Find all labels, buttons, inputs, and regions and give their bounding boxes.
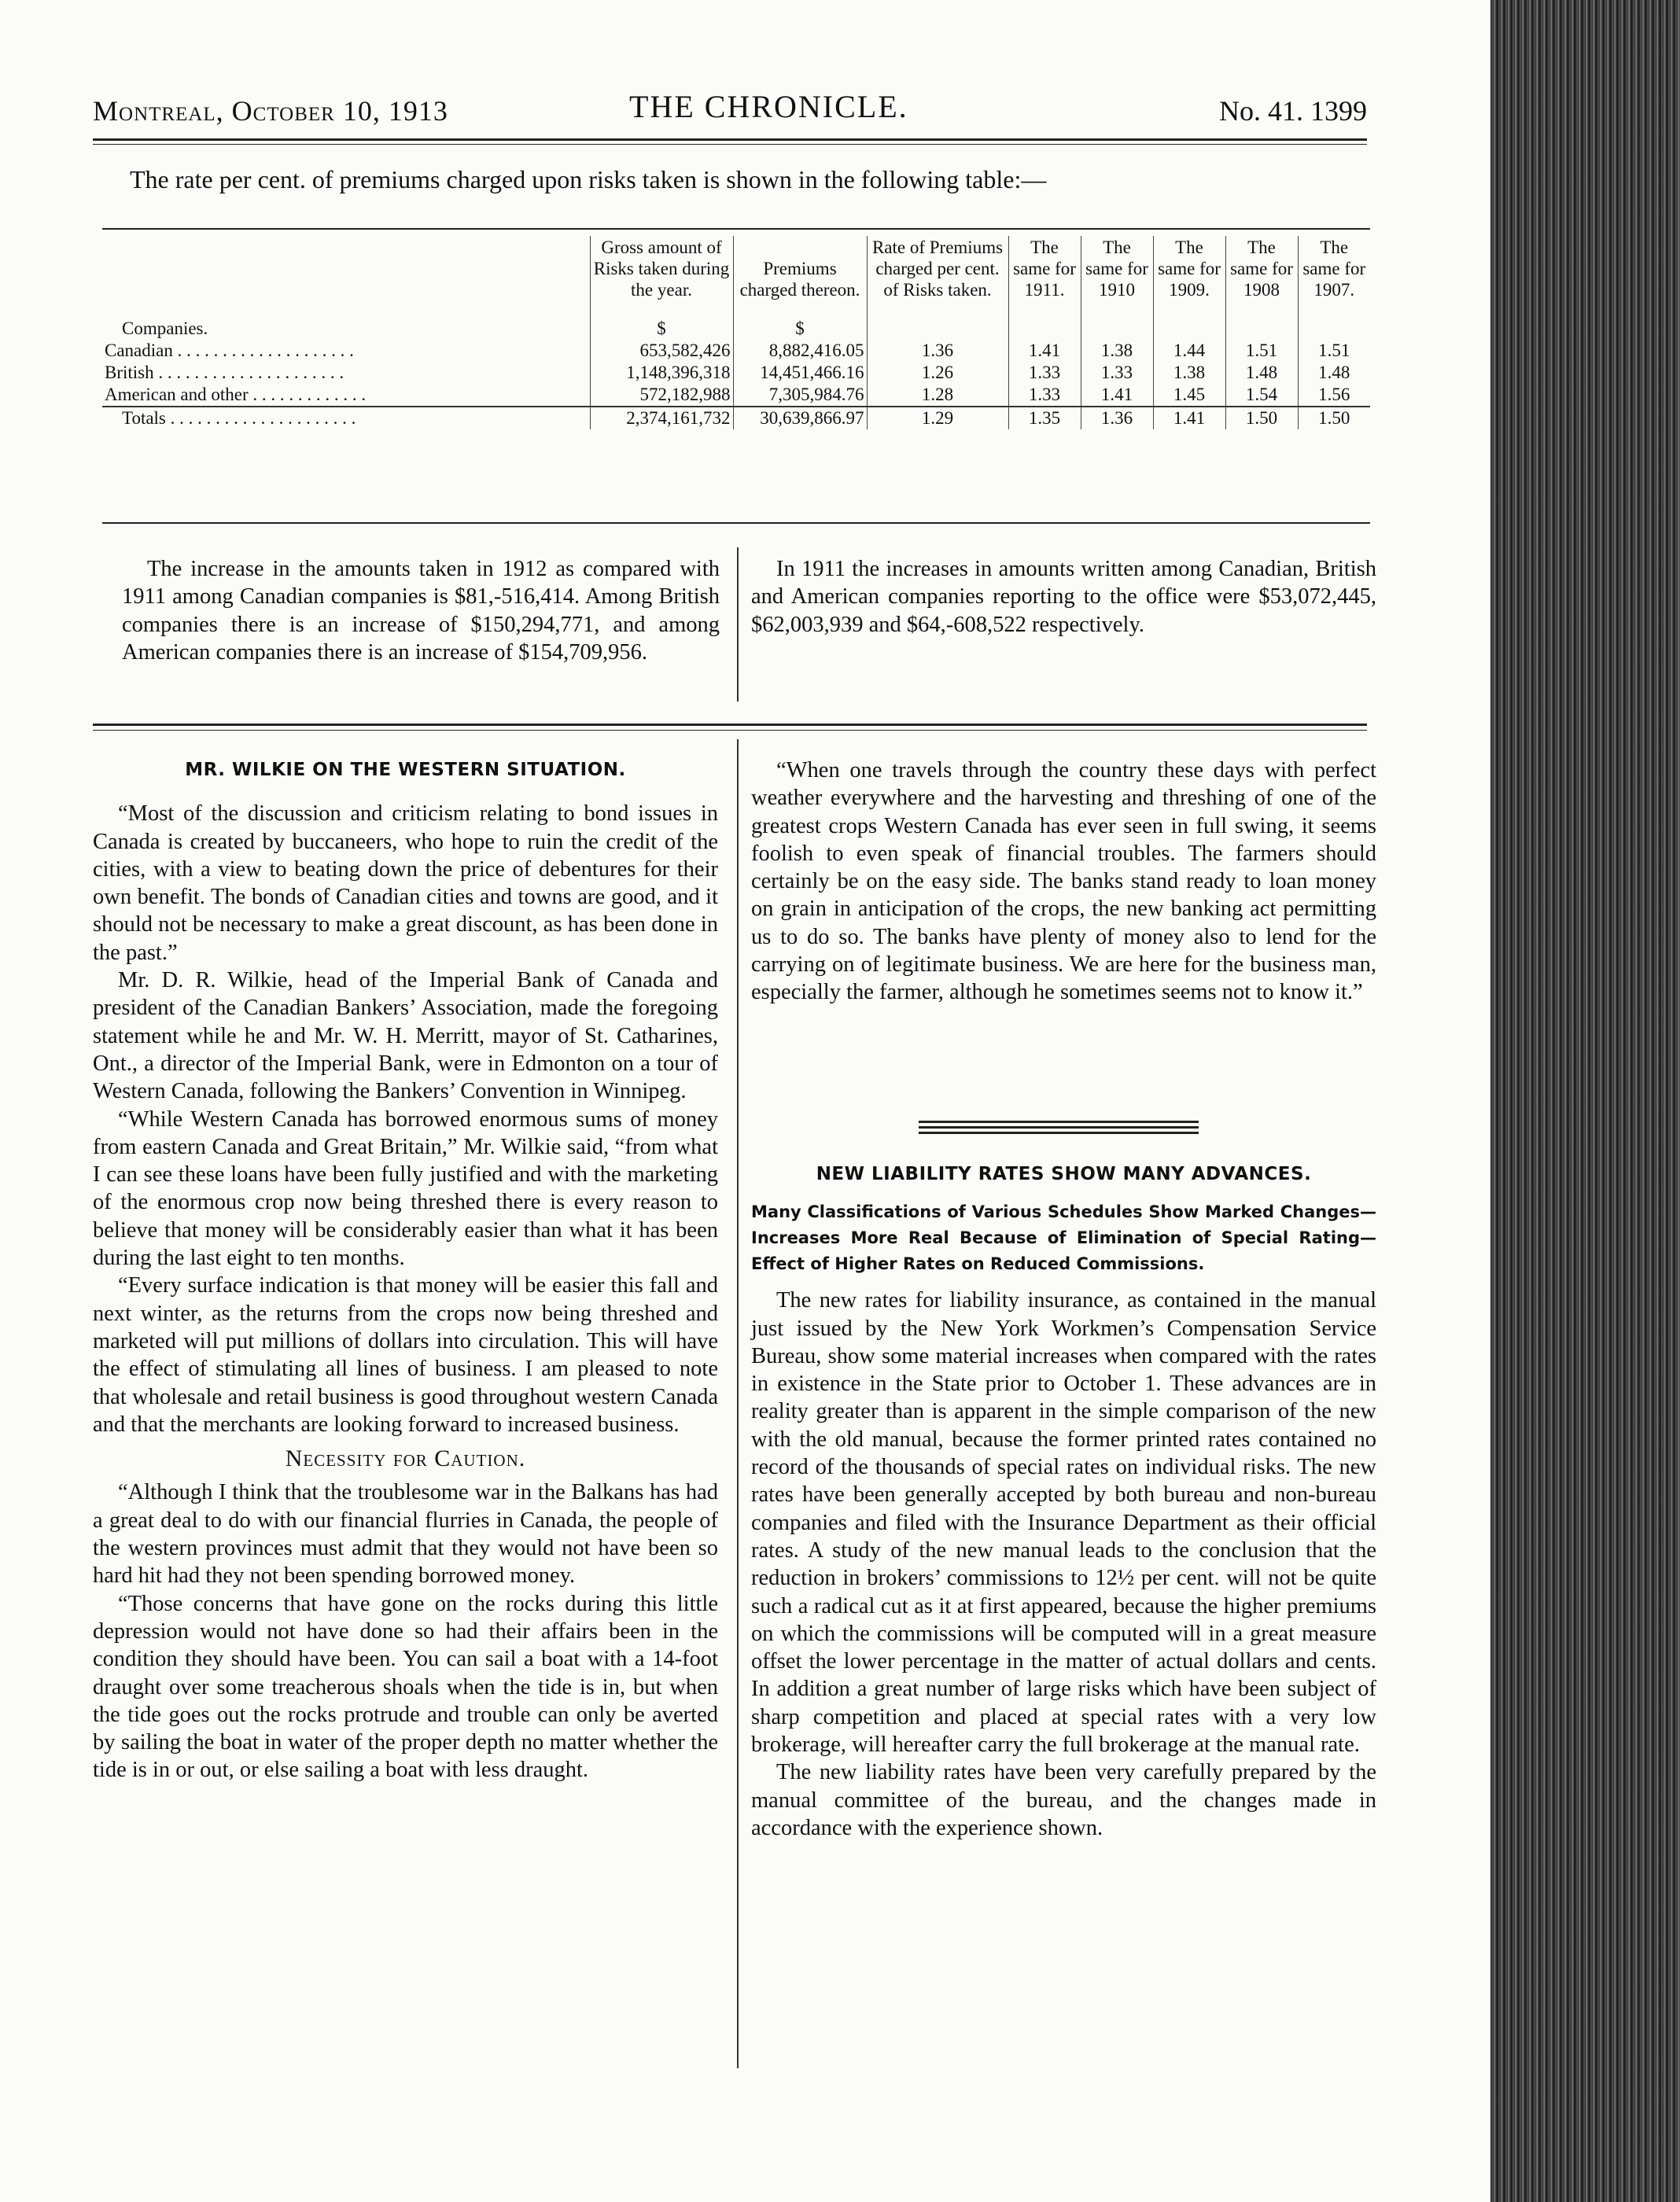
article-paragraph: “Those concerns that have gone on the rocks during this little depression would not have done so had their affairs been in the condition they should have been. You can sail a boat with a 14-foot draught over some treacherous shoals when the tide is in, but when the tide goes out the rocks protrude and trouble can only be averted by sailing the boat in water of the proper depth no matter whether the tide is in or out, or else sailing a boat with less draught. <box>93 1591 718 1783</box>
total-1909: 1.41 <box>1153 407 1225 429</box>
cell-1908: 1.54 <box>1225 384 1298 407</box>
cell-1910: 1.41 <box>1081 384 1153 407</box>
companies-label: Companies. <box>122 319 208 338</box>
cell-gross: 653,582,426 <box>590 340 733 362</box>
table-totals-row <box>102 407 1370 429</box>
header-rule <box>93 138 1367 141</box>
article-wilkie-continued <box>751 757 1376 1007</box>
cell-premiums: 7,305,984.76 <box>733 384 867 407</box>
summary-right <box>751 555 1376 639</box>
section-rule-thin <box>93 730 1367 731</box>
row-label: American and other . . . . . . . . . . . . . <box>105 385 367 404</box>
total-rate: 1.29 <box>867 407 1008 429</box>
table-intro: The rate per cent. of premiums charged upon risks taken is shown in the following table:— <box>130 165 1047 193</box>
header-page-number: No. 41. 1399 <box>1219 95 1367 127</box>
article-liability-subtitle: Many Classifications of Various Schedules Show Marked Changes—Increases More Real Because of Elimination of Special Rating—Effect of Higher Rates on Reduced Commissions. <box>751 1202 1376 1274</box>
cell-1911: 1.33 <box>1008 362 1081 384</box>
cell-1910: 1.38 <box>1081 340 1153 362</box>
table-row <box>102 340 1370 362</box>
table-row <box>102 362 1370 384</box>
header-dateline: Montreal, October 10, 1913 <box>93 95 448 127</box>
section-rule <box>93 724 1367 726</box>
article-paragraph: “Although I think that the troublesome war in the Balkans has had a great deal to do with our financial flurries in Canada, the people of the western provinces must admit that they would not have been so hard hit had they not been spending borrowed money. <box>93 1480 718 1589</box>
header-1907: The same for 1907. <box>1298 236 1370 301</box>
header-rate: Rate of Premiums charged per cent. of Risks taken. <box>867 236 1008 301</box>
article-paragraph: The new rates for liability insurance, as contained in the manual just issued by the New York Workmen’s Compensation Service Bureau, show some material increases when compared with the rates in existence in the State prior to October 1. These advances are in reality greater than is apparent in the simple comparison of the new with the old manual, because the former printed rates contained no record of the thousands of special rates on individual risks. The new rates have been generally accepted by both bureau and non-bureau companies and filed with the Insurance Department as their official rates. A study of the new manual leads to the conclusion that the reduction in brokers’ commissions to 12½ per cent. will not be quite such a radical cut as it at first appeared, because the higher premiums on which the commissions will be computed will in a great measure offset the lower percentage in the matter of actual dollars and cents. In addition a great number of large risks which have been subject of sharp competition and placed at special rates with a very low brokerage, will hereafter carry the full brokerage at the manual rate. <box>751 1288 1376 1758</box>
summary-column-divider <box>737 547 739 701</box>
cell-1909: 1.45 <box>1153 384 1225 407</box>
cell-1907: 1.56 <box>1298 384 1370 407</box>
column-divider <box>737 739 739 2068</box>
cell-1907: 1.48 <box>1298 362 1370 384</box>
cell-1909: 1.44 <box>1153 340 1225 362</box>
totals-label: Totals . . . . . . . . . . . . . . . . . . . . . <box>102 407 590 429</box>
book-page-edges <box>1490 0 1680 2202</box>
article-paragraph: Mr. D. R. Wilkie, head of the Imperial Bank of Canada and president of the Canadian Bankers’ Association, made the foregoing statement while he and Mr. W. H. Merritt, mayor of St. Catharines, Ont., a director of the Imperial Bank, were in Edmonton on a tour of Western Canada, following the Bankers’ Convention in Winnipeg. <box>93 968 718 1104</box>
article-wilkie-title: MR. WILKIE ON THE WESTERN SITUATION. <box>185 760 626 780</box>
cell-rate: 1.26 <box>867 362 1008 384</box>
header-rule-thin <box>93 144 1367 145</box>
cell-gross: 1,148,396,318 <box>590 362 733 384</box>
cell-1911: 1.41 <box>1008 340 1081 362</box>
article-separator <box>919 1126 1199 1129</box>
header-1910: The same for 1910 <box>1081 236 1153 301</box>
premium-rate-table <box>102 236 1370 429</box>
cell-1908: 1.48 <box>1225 362 1298 384</box>
article-paragraph: “Most of the discussion and criticism relating to bond issues in Canada is created by buccaneers, who hope to ruin the credit of the cities, with a view to beating down the price of debentures for their own benefit. The bonds of Canadian cities and towns are good, and it should not be necessary to make a great discount, as has been done in the past.” <box>93 801 718 965</box>
article-paragraph: “Every surface indication is that money will be easier this fall and next winter, as the returns from the crops now being threshed and marketed will put millions of dollars into circulation. This will have the effect of stimulating all lines of business. I am pleased to note that wholesale and retail business is good throughout western Canada and that the merchants are looking forward to increased business. <box>93 1273 718 1437</box>
cell-premiums: 8,882,416.05 <box>733 340 867 362</box>
header-premiums: Premiums charged thereon. <box>733 236 867 301</box>
article-wilkie <box>93 757 718 1784</box>
total-gross: 2,374,161,732 <box>590 407 733 429</box>
article-paragraph: “While Western Canada has borrowed enormous sums of money from eastern Canada and Great Britain,” Mr. Wilkie said, “from what I can see these loans have been fully justified and with the marketing of the enormous crop now being threshed there is every reason to believe that money will be considerably easier than what it has been during the last eight to ten months. <box>93 1107 718 1271</box>
cell-rate: 1.36 <box>867 340 1008 362</box>
cell-premiums: 14,451,466.16 <box>733 362 867 384</box>
header-masthead: THE CHRONICLE. <box>629 89 908 124</box>
table-header-blank <box>102 236 590 301</box>
article-separator <box>919 1121 1199 1123</box>
header-gross: Gross amount of Risks taken during the year. <box>590 236 733 301</box>
table-row-companies <box>102 301 1370 340</box>
row-label: Canadian . . . . . . . . . . . . . . . . . . . . <box>105 341 354 360</box>
total-premiums: 30,639,866.97 <box>733 407 867 429</box>
summary-left <box>122 555 720 666</box>
article-liability <box>751 1161 1376 1842</box>
cell-1908: 1.51 <box>1225 340 1298 362</box>
header-1909: The same for 1909. <box>1153 236 1225 301</box>
table-header-row <box>102 236 1370 301</box>
row-label: British . . . . . . . . . . . . . . . . . . . . . <box>105 363 344 382</box>
cell-rate: 1.28 <box>867 384 1008 407</box>
cell-gross: 572,182,988 <box>590 384 733 407</box>
article-paragraph: The new liability rates have been very carefully prepared by the manual committee of the bureau, and the changes made in accordance with the experience shown. <box>751 1760 1376 1840</box>
total-1907: 1.50 <box>1298 407 1370 429</box>
cell-1907: 1.51 <box>1298 340 1370 362</box>
article-liability-title: NEW LIABILITY RATES SHOW MANY ADVANCES. <box>816 1164 1312 1184</box>
summary-left-text: The increase in the amounts taken in 1912 as compared with 1911 among Canadian companies is $81,-516,414. Among British companies there is an increase of $150,294,771, and among American companies there is an increase of $154,709,956. <box>122 557 720 665</box>
summary-right-text: In 1911 the increases in amounts written among Canadian, British and American companies reporting to the office were $53,072,445, $62,003,939 and $64,-608,522 respectively. <box>751 557 1376 637</box>
article-continuation: “When one travels through the country these days with perfect weather everywhere and the harvesting and threshing of one of the greatest crops Western Canada has ever seen in full swing, it seems foolish to even speak of financial troubles. The farmers should certainly be on the easy side. The banks stand ready to loan money on grain in anticipation of the crops, the new banking act permitting us to do so. The banks have plenty of money also to lend for the carrying on of legitimate business. We are here for the business man, especially the farmer, although he sometimes seems not to know it.” <box>751 758 1376 1005</box>
table-row <box>102 384 1370 407</box>
total-1910: 1.36 <box>1081 407 1153 429</box>
total-1908: 1.50 <box>1225 407 1298 429</box>
article-separator <box>919 1132 1199 1134</box>
page-header <box>93 88 1367 135</box>
header-1911: The same for 1911. <box>1008 236 1081 301</box>
cell-1909: 1.38 <box>1153 362 1225 384</box>
cell-1910: 1.33 <box>1081 362 1153 384</box>
header-1908: The same for 1908 <box>1225 236 1298 301</box>
table-top-rule <box>102 228 1370 230</box>
dollar-sign-premiums: $ <box>733 301 867 340</box>
total-1911: 1.35 <box>1008 407 1081 429</box>
dollar-sign-gross: $ <box>590 301 733 340</box>
article-subhead: Necessity for Caution. <box>285 1445 526 1472</box>
table-bottom-rule <box>102 522 1370 524</box>
cell-1911: 1.33 <box>1008 384 1081 407</box>
